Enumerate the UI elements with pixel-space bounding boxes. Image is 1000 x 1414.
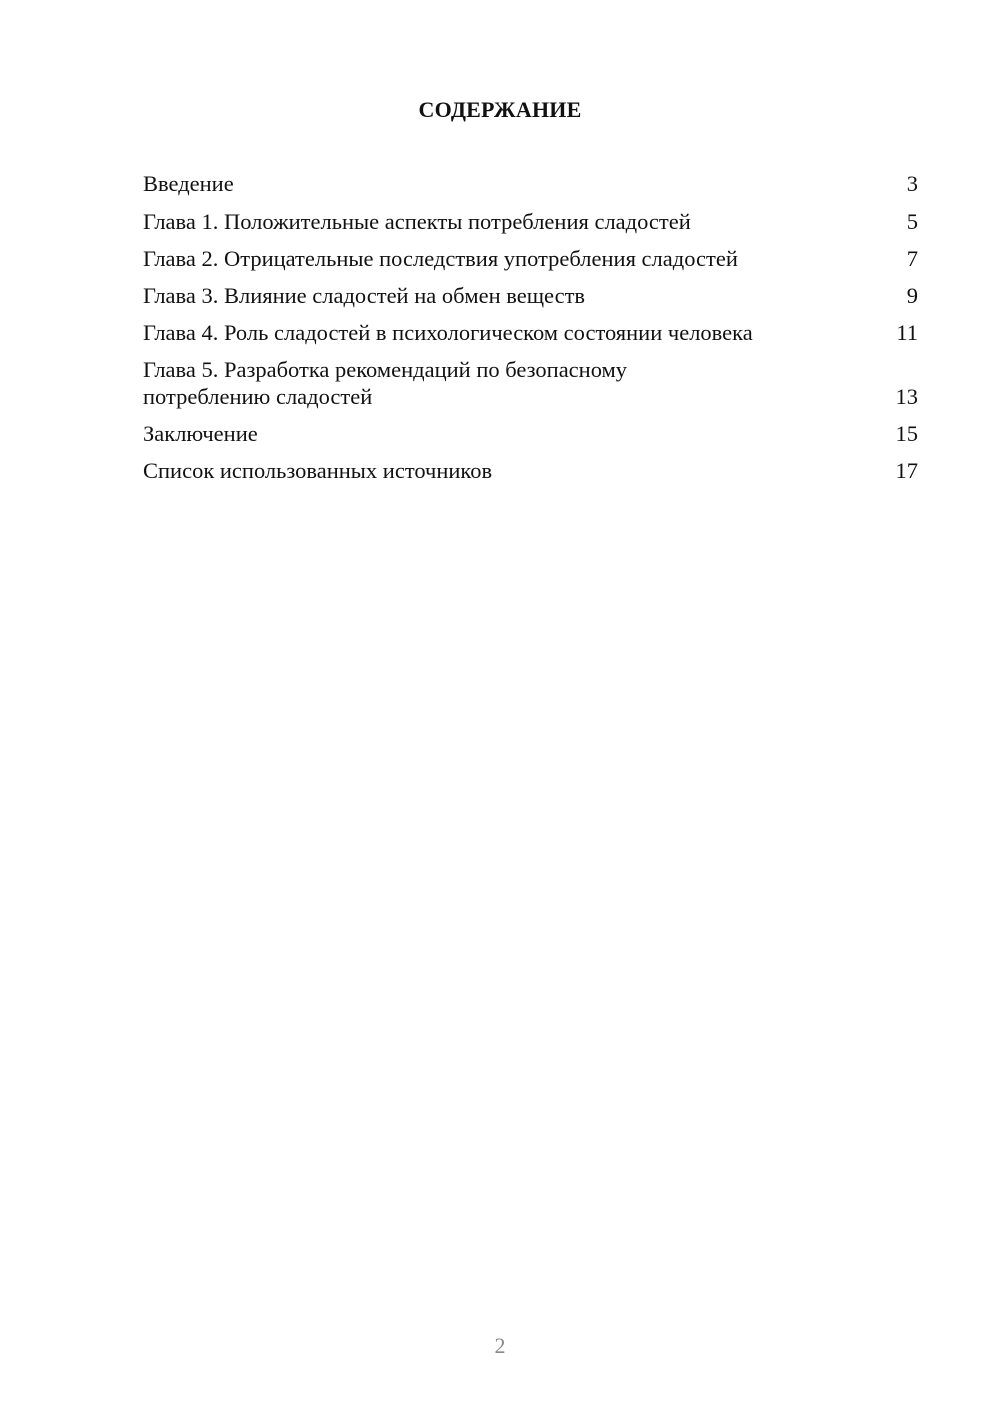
table-of-contents — [143, 170, 918, 484]
toc-entry-label: Глава 3. Влияние сладостей на обмен веществ — [143, 283, 586, 308]
toc-entry[interactable] — [143, 319, 918, 346]
toc-entry[interactable] — [143, 282, 918, 309]
toc-entry-label: Глава 1. Положительные аспекты потребления сладостей — [143, 209, 691, 234]
toc-entry-page: 11 — [896, 320, 918, 345]
toc-entry-label: Глава 2. Отрицательные последствия употребления сладостей — [143, 246, 738, 271]
toc-entry[interactable] — [143, 457, 918, 484]
toc-entry[interactable] — [143, 170, 918, 197]
toc-entry-page: 17 — [895, 458, 918, 483]
page-title: СОДЕРЖАНИЕ — [418, 97, 582, 122]
toc-entry-page: 3 — [906, 171, 918, 196]
toc-entry-label: Глава 4. Роль сладостей в психологическом состоянии человека — [143, 320, 753, 345]
toc-entry-page: 13 — [895, 384, 918, 409]
toc-entry-page: 7 — [906, 246, 918, 271]
toc-entry-label: Глава 5. Разработка рекомендаций по безопасному потреблению сладостей — [143, 357, 628, 409]
toc-entry-label: Список использованных источников — [143, 458, 493, 483]
toc-entry-page: 15 — [895, 421, 918, 446]
page-number: 2 — [494, 1333, 506, 1358]
toc-entry[interactable] — [143, 420, 918, 447]
toc-entry-label: Введение — [143, 171, 234, 196]
toc-entry-page: 5 — [906, 209, 918, 234]
toc-entry-page: 9 — [906, 283, 918, 308]
toc-entry[interactable] — [143, 245, 918, 272]
toc-entry-label: Заключение — [143, 421, 258, 446]
toc-entry[interactable] — [143, 356, 918, 410]
toc-entry[interactable] — [143, 208, 918, 235]
